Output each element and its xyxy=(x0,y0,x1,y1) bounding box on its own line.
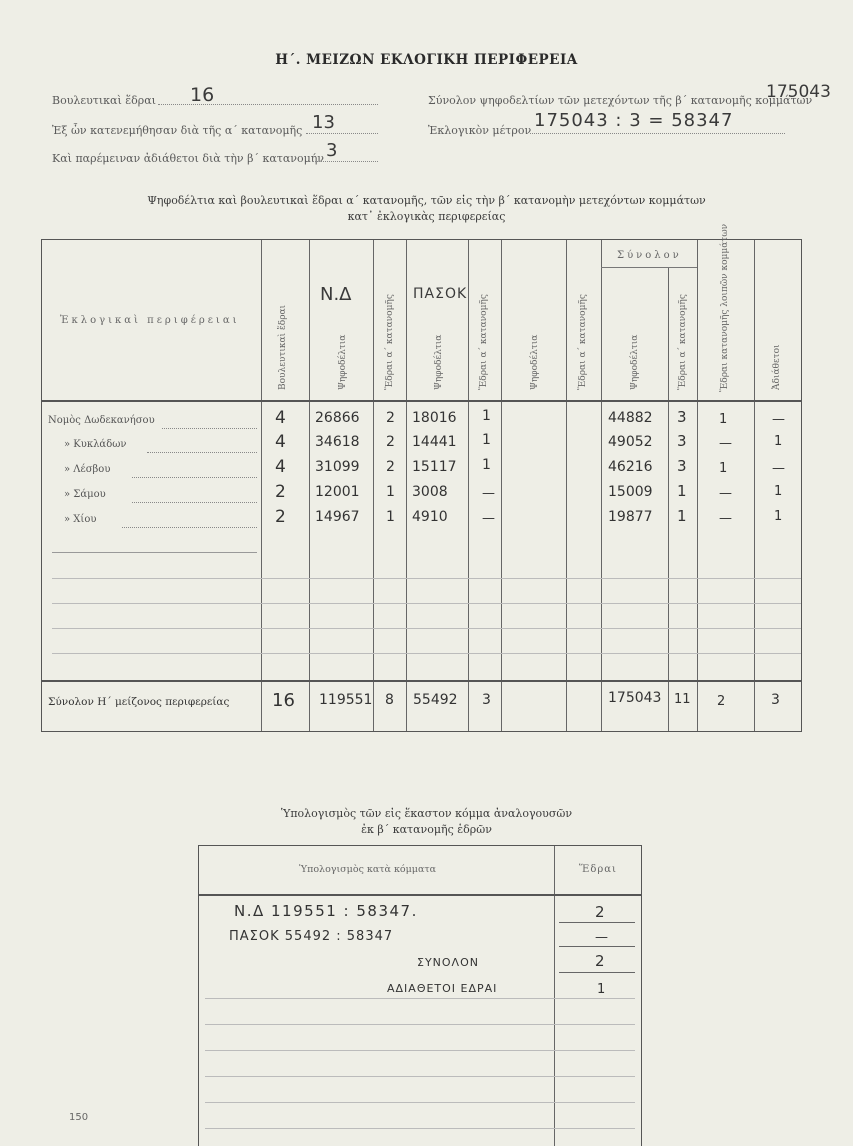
votes-cell: 18016 xyxy=(412,410,457,426)
seats-cell: 2 xyxy=(386,459,395,475)
header-pasok-votes: Ψηφοδέλτια xyxy=(434,334,444,390)
district-name: Νομὸς Δωδεκανήσου xyxy=(48,415,155,426)
seats-cell: 1 xyxy=(482,408,491,424)
seats-cell: 2 xyxy=(595,903,605,921)
header-empty-votes: Ψηφοδέλτια xyxy=(530,334,540,390)
seats-cell: — xyxy=(772,412,785,427)
header-nd: Ν.Δ xyxy=(320,284,352,305)
votes-cell: 49052 xyxy=(608,434,653,450)
seats-cell: — xyxy=(482,486,495,501)
votes-cell: 31099 xyxy=(315,459,360,475)
remaining-value: 3 xyxy=(326,140,338,161)
seats-cell: 2 xyxy=(595,952,605,970)
seats-cell: 4 xyxy=(275,432,286,452)
header-calc: Ὑπολογισμὸς κατὰ κόμματα xyxy=(299,864,437,875)
seats-cell: 3 xyxy=(677,432,687,450)
calc-cell: Ν.Δ 119551 : 58347. xyxy=(234,902,418,920)
votes-cell: 15117 xyxy=(412,459,457,475)
votes-cell: 19877 xyxy=(608,509,653,525)
dotted-line xyxy=(306,133,378,134)
header-remaining: Ἕδραι κατανομῆς λοιπῶν κομμάτων xyxy=(720,223,730,392)
votes-cell: 14967 xyxy=(315,509,360,525)
seats-cell: — xyxy=(719,486,732,501)
total-seats-cell: 11 xyxy=(674,692,691,707)
table2-caption-2: ἐκ β΄ κατανομῆς ἑδρῶν xyxy=(361,823,492,836)
seats-cell: 1 xyxy=(719,461,728,476)
header-nd-seats: Ἕδραι α΄ κατανομῆς xyxy=(385,294,395,390)
seats-cell: 1 xyxy=(774,509,783,524)
seats-cell: 1 xyxy=(677,482,687,500)
seats-cell: — xyxy=(595,930,608,945)
remaining-label: Καὶ παρέμειναν ἀδιάθετοι διὰ τὴν β΄ κατανομήν xyxy=(52,152,324,165)
page-number: 150 xyxy=(69,1112,89,1123)
votes-cell: 4910 xyxy=(412,509,448,525)
total-votes-cell: 55492 xyxy=(413,692,458,708)
header-seats: Βουλευτικαὶ ἕδραι xyxy=(278,304,288,390)
votes-cell: 15009 xyxy=(608,484,653,500)
calc-cell: ΠΑΣΟΚ 55492 : 58347 xyxy=(229,929,394,944)
dotted-line xyxy=(312,161,378,162)
votes-cell: 12001 xyxy=(315,484,360,500)
district-name: » Λέσβου xyxy=(64,464,111,475)
votes-cell: 44882 xyxy=(608,410,653,426)
total-seats-cell: 3 xyxy=(771,692,780,708)
table2-caption: Ὑπολογισμὸς τῶν εἰς ἕκαστον κόμμα ἀναλογουσῶν xyxy=(280,807,573,820)
seats-cell: — xyxy=(772,461,785,476)
total-seats-cell: 16 xyxy=(272,690,295,711)
seats-cell: 2 xyxy=(386,434,395,450)
seats-cell: 1 xyxy=(386,484,395,500)
votes-cell: 14441 xyxy=(412,434,457,450)
total-seats-cell: 2 xyxy=(717,694,726,709)
total-seats-cell: 3 xyxy=(482,692,491,708)
seats-cell: 4 xyxy=(275,408,286,428)
votes-cell: 46216 xyxy=(608,459,653,475)
seats-cell: 1 xyxy=(719,412,728,427)
total-seats-cell: 8 xyxy=(385,692,394,708)
seats-cell: 2 xyxy=(386,410,395,426)
seats-cell: — xyxy=(482,511,495,526)
page-title: Η΄. ΜΕΙΖΩΝ ΕΚΛΟΓΙΚΗ ΠΕΡΙΦΕΡΕΙΑ xyxy=(275,52,578,68)
total-votes-cell: 119551 xyxy=(319,692,373,708)
seats-cell: — xyxy=(719,436,732,451)
seats-cell: 2 xyxy=(275,507,286,527)
seats-cell: 1 xyxy=(482,457,491,473)
header-total: Σύνολον xyxy=(617,250,682,261)
seats-cell: 3 xyxy=(677,457,687,475)
district-name: » Κυκλάδων xyxy=(64,439,127,450)
header-total-votes: Ψηφοδέλτια xyxy=(630,334,640,390)
calc-cell: ΑΔΙΑΘΕΤΟΙ ΕΔΡΑΙ xyxy=(387,982,498,995)
results-table xyxy=(41,223,802,732)
votes-cell: 26866 xyxy=(315,410,360,426)
header-total-seats: Ἕδραι α΄ κατανομῆς xyxy=(678,294,688,390)
total-votes-value: 175043 xyxy=(766,82,831,102)
seats-cell: 1 xyxy=(774,484,783,499)
header-nd-votes: Ψηφοδέλτια xyxy=(338,334,348,390)
dotted-line xyxy=(530,133,785,134)
seats-cell: 1 xyxy=(597,982,606,997)
header-pasok-seats: Ἕδραι α΄ κατανομῆς xyxy=(479,294,489,390)
table1-caption: Ψηφοδέλτια καὶ βουλευτικαὶ ἕδραι α΄ κατανομῆς, τῶν εἰς τὴν β΄ κατανομὴν μετεχόντων κομμάτων xyxy=(147,194,706,207)
header-pasok: ΠΑΣΟΚ xyxy=(413,286,468,302)
allocated-value: 13 xyxy=(312,112,335,133)
calc-cell: ΣΥΝΟΛΟΝ xyxy=(417,956,479,969)
seats-cell: 3 xyxy=(677,408,687,426)
header-unallocated: Ἀδιάθετοι xyxy=(772,344,782,390)
total-label: Σύνολον Η΄ μείζονος περιφερείας xyxy=(48,696,230,708)
total-votes-cell: 175043 xyxy=(608,690,662,706)
quota-label: Ἐκλογικὸν μέτρον xyxy=(428,124,532,137)
seats-cell: 1 xyxy=(774,434,783,449)
district-name: » Χίου xyxy=(64,514,97,525)
header-empty-seats: Ἕδραι α΄ κατανομῆς xyxy=(578,294,588,390)
header-districts: Ἐκλογικαὶ περιφέρειαι xyxy=(60,315,240,326)
seats-cell: 2 xyxy=(275,482,286,502)
votes-cell: 3008 xyxy=(412,484,448,500)
district-name: » Σάμου xyxy=(64,489,106,500)
seats-label: Βουλευτικαὶ ἕδραι xyxy=(52,94,156,107)
allocation-table xyxy=(198,845,642,1146)
table1-caption-2: κατ᾽ ἐκλογικὰς περιφερείας xyxy=(347,210,506,223)
seats-cell: 1 xyxy=(677,507,687,525)
seats-cell: 1 xyxy=(482,432,491,448)
quota-value: 175043 : 3 = 58347 xyxy=(534,110,734,131)
allocated-label: Ἐξ ὧν κατενεμήθησαν διὰ τῆς α΄ κατανομῆς xyxy=(52,124,303,137)
total-votes-label: Σύνολον ψηφοδελτίων τῶν μετεχόντων τῆς β΄ κατανομῆς κομμάτων xyxy=(428,94,813,107)
seats-cell: 4 xyxy=(275,457,286,477)
votes-cell: 34618 xyxy=(315,434,360,450)
seats-cell: — xyxy=(719,511,732,526)
seats-cell: 1 xyxy=(386,509,395,525)
seats-value: 16 xyxy=(190,84,215,106)
header-seats: Ἕδραι xyxy=(579,864,617,875)
